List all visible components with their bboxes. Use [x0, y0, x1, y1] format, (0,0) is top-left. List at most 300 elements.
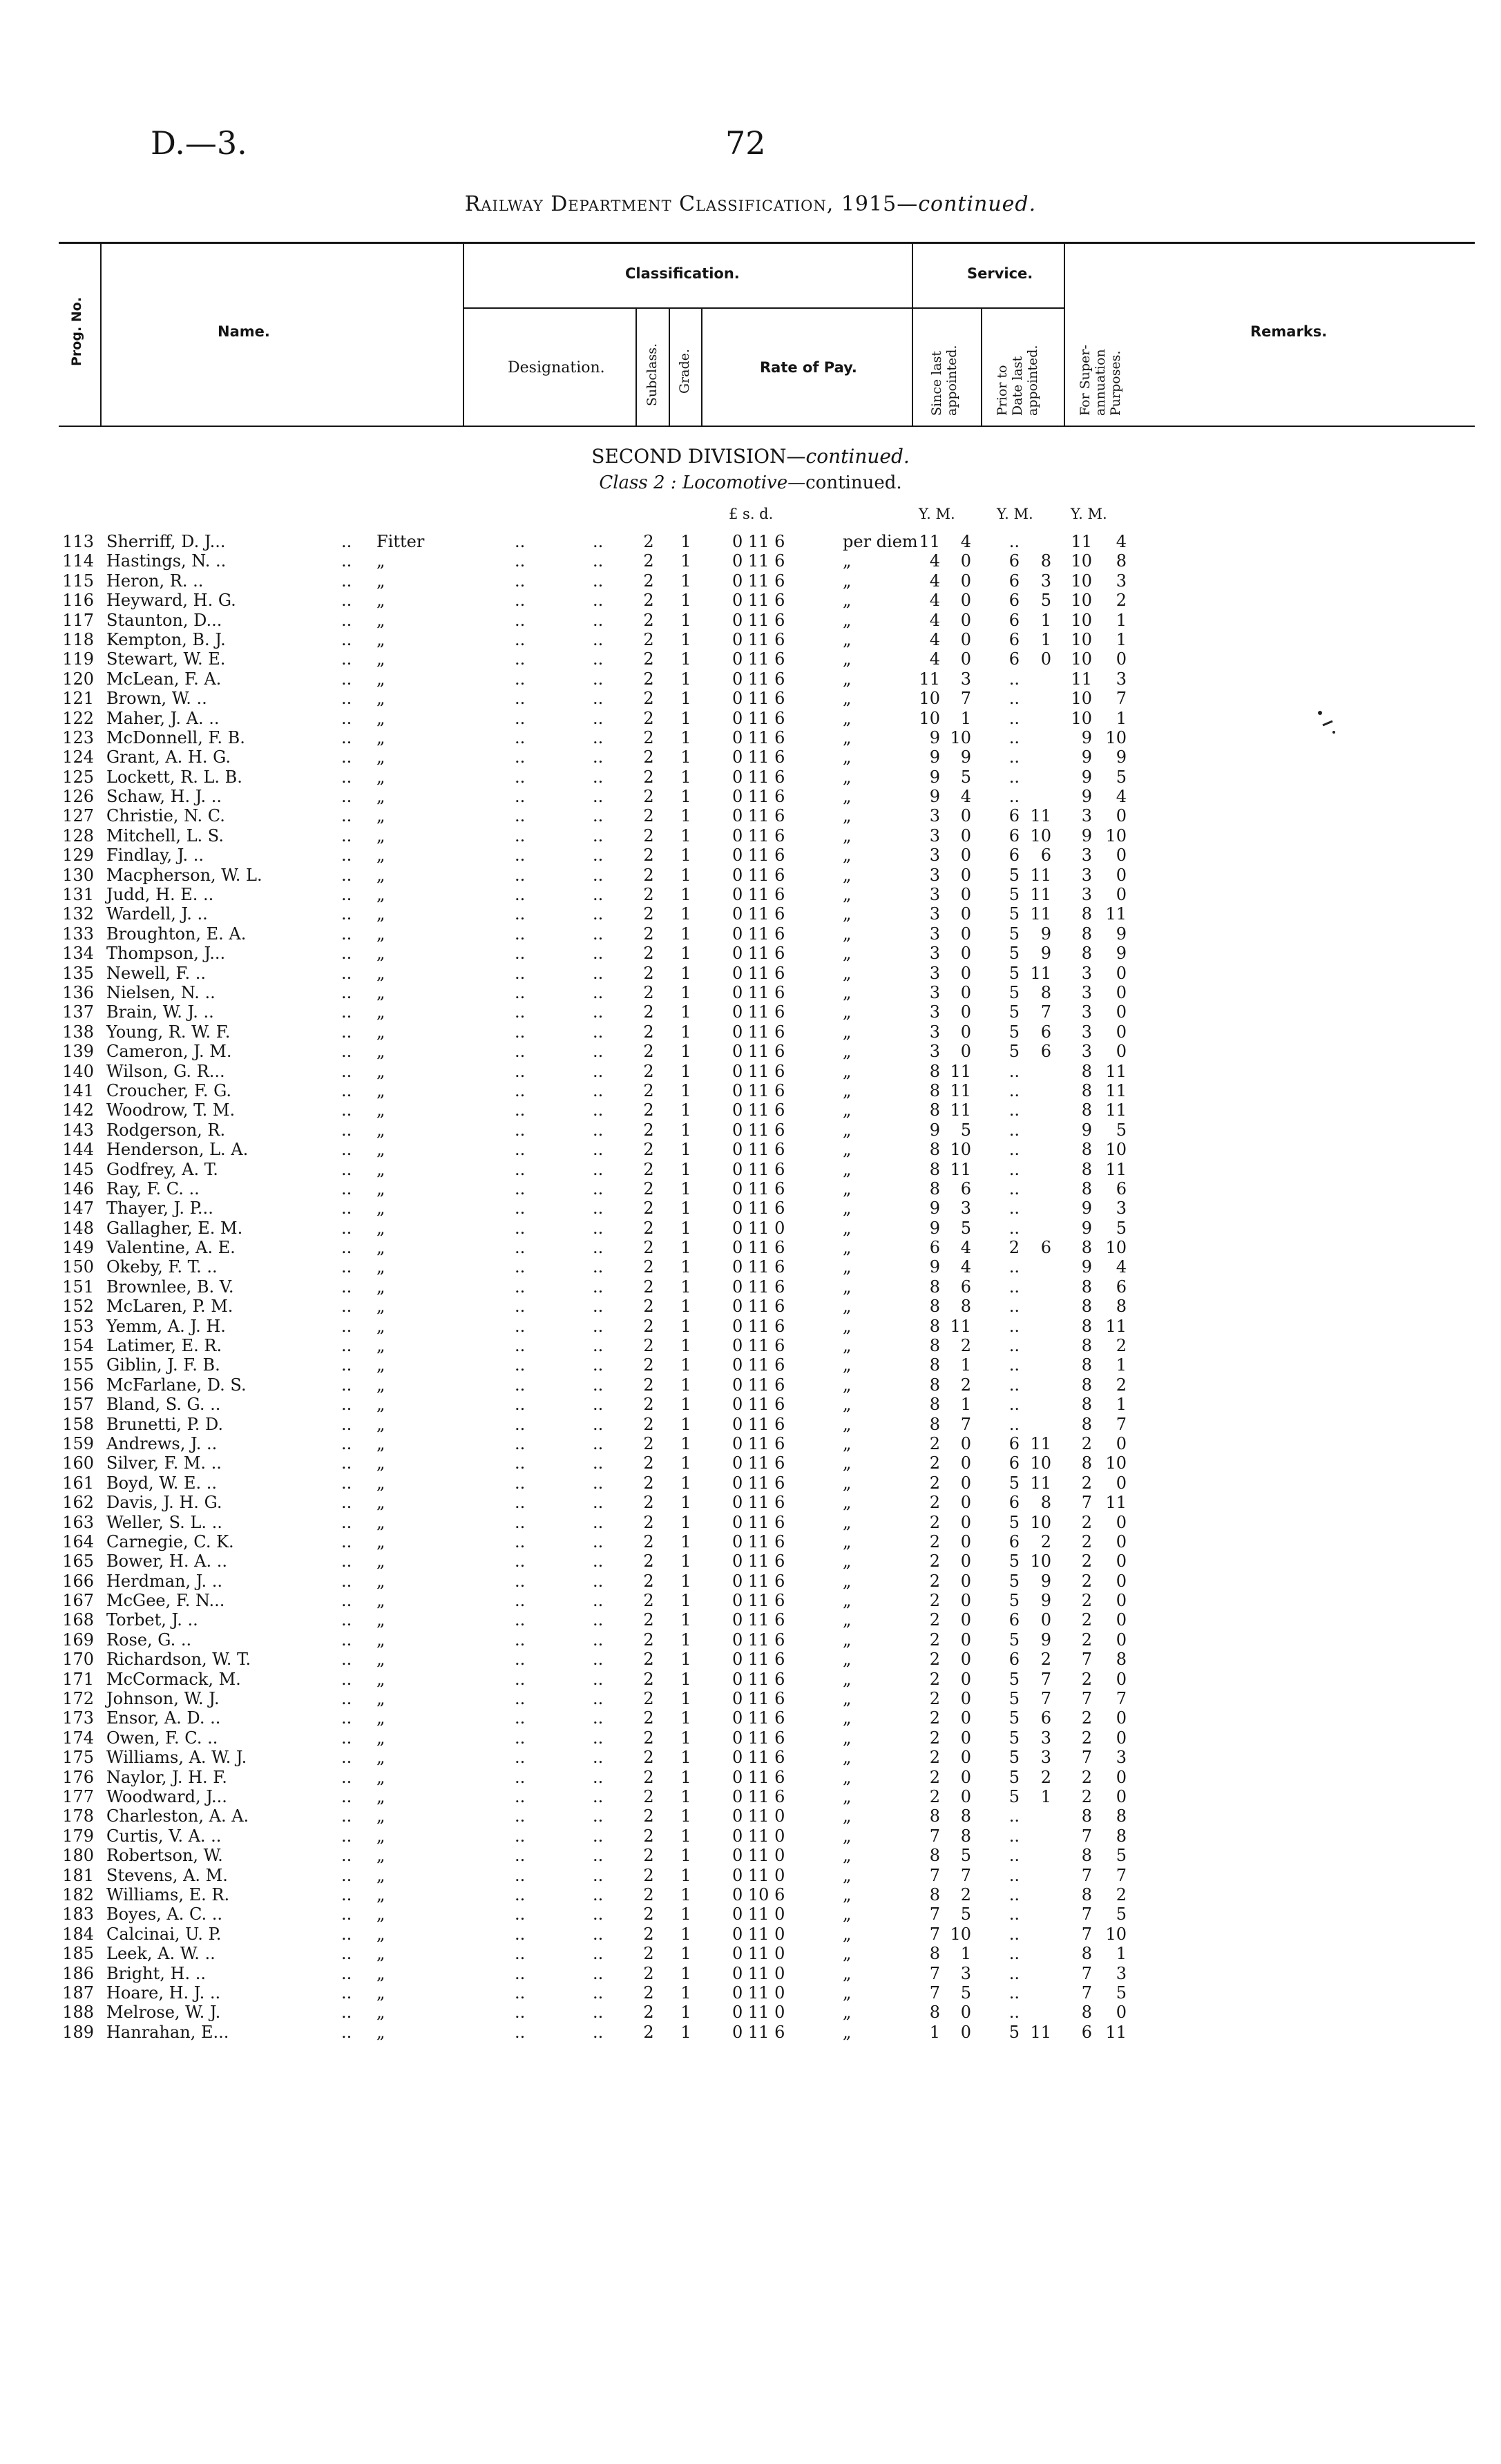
- since-months: 0: [960, 571, 971, 591]
- prior-months: 6: [1040, 846, 1051, 866]
- leader-dots: ..: [593, 1767, 604, 1787]
- header-subclass: Subclass.: [644, 343, 660, 406]
- prior-years: ..: [1008, 1924, 1020, 1944]
- leader-dots: ..: [593, 787, 604, 807]
- subclass: 2: [643, 1884, 654, 1904]
- leader-dots: ..: [341, 1571, 352, 1591]
- designation: „: [376, 1650, 385, 1670]
- employee-name: Okeby, F. T. ..: [106, 1257, 218, 1277]
- prior-years: 5: [1008, 1571, 1020, 1591]
- since-years: 8: [929, 1336, 940, 1356]
- pay-period: „: [843, 1512, 852, 1532]
- leader-dots: ..: [515, 1650, 526, 1670]
- subclass: 2: [643, 1944, 654, 1964]
- grade: 1: [680, 1963, 691, 1983]
- superannuation-months: 0: [1116, 1610, 1127, 1630]
- since-years: 8: [929, 1297, 940, 1317]
- rate-of-pay: 0 11 6: [732, 1493, 785, 1513]
- table-row: [0, 1336, 1501, 1355]
- pay-period: „: [843, 747, 852, 767]
- since-months: 11: [950, 1159, 971, 1179]
- prior-years: 2: [1008, 1238, 1020, 1258]
- prior-months: 1: [1040, 610, 1051, 630]
- superannuation-months: 0: [1116, 1728, 1127, 1748]
- superannuation-months: 11: [1105, 904, 1127, 924]
- prior-years: ..: [1008, 727, 1020, 747]
- leader-dots: ..: [593, 1100, 604, 1120]
- superannuation-years: 3: [1081, 1022, 1092, 1042]
- since-months: 11: [950, 1061, 971, 1081]
- since-years: 7: [929, 1924, 940, 1944]
- header-name: Name.: [218, 323, 270, 340]
- rate-of-pay: 0 11 6: [732, 1042, 785, 1062]
- grade: 1: [680, 1531, 691, 1551]
- leader-dots: ..: [593, 1297, 604, 1317]
- pay-period: „: [843, 1669, 852, 1689]
- subclass: 2: [643, 1512, 654, 1532]
- designation: „: [376, 1042, 385, 1062]
- prior-years: 5: [1008, 1767, 1020, 1787]
- leader-dots: ..: [593, 1865, 604, 1885]
- prior-years: ..: [1008, 787, 1020, 807]
- pay-period: „: [843, 1257, 852, 1277]
- leader-dots: ..: [515, 1395, 526, 1415]
- leader-dots: ..: [341, 1689, 352, 1709]
- rate-of-pay: 0 11 6: [732, 1080, 785, 1100]
- prior-months: 11: [1030, 1473, 1051, 1493]
- pay-period: „: [843, 1297, 852, 1317]
- leader-dots: ..: [515, 1806, 526, 1826]
- prior-years: 6: [1008, 1531, 1020, 1551]
- employee-name: Latimer, E. R.: [106, 1336, 222, 1356]
- pay-period: „: [843, 2022, 852, 2042]
- subclass: 2: [643, 2003, 654, 2023]
- since-years: 9: [929, 787, 940, 807]
- leader-dots: ..: [341, 1316, 352, 1336]
- designation: „: [376, 1100, 385, 1120]
- prog-no: 166: [62, 1571, 94, 1591]
- designation: „: [376, 1277, 385, 1297]
- prior-years: 5: [1008, 1002, 1020, 1022]
- since-years: 1: [929, 2022, 940, 2042]
- header-designation: Designation.: [508, 359, 605, 376]
- superannuation-months: 2: [1116, 1375, 1127, 1395]
- employee-name: Heron, R. ..: [106, 571, 204, 591]
- leader-dots: ..: [341, 1336, 352, 1356]
- since-years: 8: [929, 1277, 940, 1297]
- since-years: 2: [929, 1689, 940, 1709]
- title-continued: continued.: [918, 192, 1037, 216]
- employee-name: Wardell, J. ..: [106, 904, 208, 924]
- pay-period: „: [843, 885, 852, 905]
- subclass: 2: [643, 747, 654, 767]
- rate-of-pay: 0 11 0: [732, 1865, 785, 1885]
- designation: „: [376, 1531, 385, 1551]
- superannuation-months: 11: [1105, 2022, 1127, 2042]
- table-row: [0, 1787, 1501, 1806]
- employee-name: Henderson, L. A.: [106, 1140, 249, 1160]
- superannuation-years: 9: [1081, 1218, 1092, 1238]
- prog-no: 163: [62, 1512, 94, 1532]
- table-row: [0, 866, 1501, 885]
- designation: „: [376, 865, 385, 885]
- since-months: 8: [960, 1826, 971, 1846]
- rate-of-pay: 0 11 6: [732, 1297, 785, 1317]
- unit-superannuation: Y. M.: [1071, 506, 1107, 522]
- superannuation-months: 6: [1116, 1277, 1127, 1297]
- leader-dots: ..: [593, 532, 604, 551]
- since-months: 7: [960, 1414, 971, 1434]
- designation: „: [376, 2003, 385, 2023]
- employee-name: Weller, S. L. ..: [106, 1512, 222, 1532]
- leader-dots: ..: [593, 1748, 604, 1768]
- table-row: [0, 885, 1501, 904]
- superannuation-years: 2: [1081, 1591, 1092, 1611]
- leader-dots: ..: [593, 1846, 604, 1866]
- grade: 1: [680, 1493, 691, 1513]
- pay-period: „: [843, 1433, 852, 1453]
- leader-dots: ..: [341, 1924, 352, 1944]
- table-row: [0, 1768, 1501, 1787]
- rate-of-pay: 0 11 0: [732, 1218, 785, 1238]
- table-row: [0, 571, 1501, 591]
- prog-no: 150: [62, 1257, 94, 1277]
- leader-dots: ..: [341, 1610, 352, 1630]
- leader-dots: ..: [341, 1748, 352, 1768]
- since-months: 5: [960, 1983, 971, 2003]
- prior-years: 5: [1008, 1591, 1020, 1611]
- leader-dots: ..: [341, 1257, 352, 1277]
- prior-years: ..: [1008, 1395, 1020, 1415]
- leader-dots: ..: [341, 1473, 352, 1493]
- table-row: [0, 1257, 1501, 1277]
- prior-years: 5: [1008, 1512, 1020, 1532]
- subclass: 2: [643, 1140, 654, 1160]
- pay-period: „: [843, 1787, 852, 1806]
- since-months: 0: [960, 610, 971, 630]
- since-years: 2: [929, 1630, 940, 1650]
- designation: „: [376, 944, 385, 964]
- superannuation-years: 8: [1081, 1238, 1092, 1258]
- pay-period: „: [843, 1277, 852, 1297]
- prior-years: 6: [1008, 806, 1020, 826]
- since-years: 7: [929, 1963, 940, 1983]
- pay-period: „: [843, 865, 852, 885]
- grade: 1: [680, 1316, 691, 1336]
- leader-dots: ..: [515, 1433, 526, 1453]
- header-prior-line-1: Prior to: [995, 365, 1010, 416]
- pay-period: „: [843, 1473, 852, 1493]
- subclass: 2: [643, 708, 654, 728]
- pay-period: „: [843, 1963, 852, 1983]
- leader-dots: ..: [515, 649, 526, 669]
- employee-name: Davis, J. H. G.: [106, 1493, 222, 1513]
- leader-dots: ..: [341, 1983, 352, 2003]
- title-main: Railway Department Classification, 1915—: [464, 192, 919, 216]
- since-years: 3: [929, 904, 940, 924]
- table-row: [0, 551, 1501, 571]
- designation: „: [376, 610, 385, 630]
- superannuation-months: 4: [1116, 532, 1127, 551]
- designation: „: [376, 1630, 385, 1650]
- prior-years: ..: [1008, 708, 1020, 728]
- rate-of-pay: 0 11 0: [732, 1846, 785, 1866]
- table-row: [0, 1297, 1501, 1316]
- superannuation-years: 9: [1081, 747, 1092, 767]
- since-months: 4: [960, 1257, 971, 1277]
- rate-of-pay: 0 11 6: [732, 885, 785, 905]
- subclass: 2: [643, 551, 654, 571]
- superannuation-months: 0: [1116, 1551, 1127, 1572]
- rate-of-pay: 0 11 6: [732, 727, 785, 747]
- designation: „: [376, 1473, 385, 1493]
- designation: „: [376, 1159, 385, 1179]
- grade: 1: [680, 2003, 691, 2023]
- leader-dots: ..: [515, 610, 526, 630]
- prog-no: 131: [62, 885, 94, 905]
- leader-dots: ..: [515, 865, 526, 885]
- pay-period: „: [843, 924, 852, 944]
- subclass: 2: [643, 1571, 654, 1591]
- superannuation-years: 8: [1081, 1080, 1092, 1100]
- prior-years: ..: [1008, 1846, 1020, 1866]
- leader-dots: ..: [515, 629, 526, 649]
- divider: [635, 307, 637, 427]
- leader-dots: ..: [341, 904, 352, 924]
- since-months: 5: [960, 767, 971, 787]
- subclass: 2: [643, 1531, 654, 1551]
- designation: „: [376, 1708, 385, 1728]
- since-months: 0: [960, 1689, 971, 1709]
- subclass: 2: [643, 767, 654, 787]
- designation: „: [376, 1061, 385, 1081]
- superannuation-years: 11: [1071, 669, 1092, 689]
- table-row: [0, 1453, 1501, 1473]
- prog-no: 114: [62, 551, 94, 571]
- subclass: 2: [643, 1963, 654, 1983]
- pay-period: „: [843, 787, 852, 807]
- superannuation-months: 11: [1105, 1100, 1127, 1120]
- table-row: [0, 1473, 1501, 1493]
- prior-months: 5: [1040, 591, 1051, 611]
- subclass: 2: [643, 1120, 654, 1140]
- leader-dots: ..: [515, 1531, 526, 1551]
- grade: 1: [680, 1375, 691, 1395]
- leader-dots: ..: [515, 1884, 526, 1904]
- designation: „: [376, 591, 385, 611]
- leader-dots: ..: [341, 1355, 352, 1375]
- prior-years: 5: [1008, 1708, 1020, 1728]
- since-months: 7: [960, 1865, 971, 1885]
- leader-dots: ..: [515, 1453, 526, 1473]
- designation: „: [376, 1689, 385, 1709]
- employee-name: Nielsen, N. ..: [106, 982, 216, 1002]
- since-years: 8: [929, 1944, 940, 1964]
- leader-dots: ..: [593, 1610, 604, 1630]
- rate-of-pay: 0 11 6: [732, 1728, 785, 1748]
- leader-dots: ..: [515, 1904, 526, 1925]
- superannuation-months: 0: [1116, 1433, 1127, 1453]
- table-row: [0, 1866, 1501, 1885]
- pay-period: „: [843, 1080, 852, 1100]
- prior-years: 5: [1008, 1551, 1020, 1572]
- staff-list: [0, 532, 1501, 2042]
- subclass: 2: [643, 1159, 654, 1179]
- superannuation-months: 2: [1116, 591, 1127, 611]
- superannuation-months: 0: [1116, 1022, 1127, 1042]
- since-years: 3: [929, 846, 940, 866]
- leader-dots: ..: [515, 767, 526, 787]
- prior-years: ..: [1008, 1884, 1020, 1904]
- superannuation-years: 7: [1081, 1924, 1092, 1944]
- prior-years: 5: [1008, 1689, 1020, 1709]
- leader-dots: ..: [593, 1395, 604, 1415]
- rate-of-pay: 0 11 6: [732, 669, 785, 689]
- prior-years: ..: [1008, 1826, 1020, 1846]
- prior-months: 11: [1030, 904, 1051, 924]
- since-years: 2: [929, 1650, 940, 1670]
- divider: [669, 307, 670, 427]
- superannuation-years: 8: [1081, 1140, 1092, 1160]
- prog-no: 152: [62, 1297, 94, 1317]
- prior-years: ..: [1008, 1963, 1020, 1983]
- grade: 1: [680, 1355, 691, 1375]
- since-years: 9: [929, 727, 940, 747]
- superannuation-years: 9: [1081, 1198, 1092, 1219]
- employee-name: Cameron, J. M.: [106, 1042, 232, 1062]
- header-prior-line-2: Date last: [1010, 356, 1025, 416]
- since-months: 10: [950, 1924, 971, 1944]
- rate-of-pay: 0 11 6: [732, 1787, 785, 1806]
- leader-dots: ..: [515, 1022, 526, 1042]
- leader-dots: ..: [593, 551, 604, 571]
- prior-years: 5: [1008, 1630, 1020, 1650]
- subclass: 2: [643, 1728, 654, 1748]
- leader-dots: ..: [593, 1630, 604, 1650]
- grade: 1: [680, 1610, 691, 1630]
- superannuation-years: 10: [1071, 629, 1092, 649]
- designation: „: [376, 885, 385, 905]
- subclass: 2: [643, 1473, 654, 1493]
- prior-years: ..: [1008, 1120, 1020, 1140]
- since-years: 8: [929, 1100, 940, 1120]
- rate-of-pay: 0 11 6: [732, 1355, 785, 1375]
- since-years: 8: [929, 1140, 940, 1160]
- leader-dots: ..: [515, 1042, 526, 1062]
- superannuation-years: 3: [1081, 1002, 1092, 1022]
- rate-of-pay: 0 11 6: [732, 1238, 785, 1258]
- prior-months: 0: [1040, 649, 1051, 669]
- class-label: Class 2 : Locomotive: [599, 472, 788, 493]
- designation: „: [376, 806, 385, 826]
- superannuation-months: 1: [1116, 708, 1127, 728]
- prior-years: 6: [1008, 1433, 1020, 1453]
- superannuation-years: 2: [1081, 1531, 1092, 1551]
- subclass: 2: [643, 1218, 654, 1238]
- leader-dots: ..: [593, 1061, 604, 1081]
- superannuation-years: 8: [1081, 1061, 1092, 1081]
- grade: 1: [680, 1571, 691, 1591]
- subclass: 2: [643, 2022, 654, 2042]
- designation: „: [376, 1297, 385, 1317]
- rate-of-pay: 0 11 6: [732, 1473, 785, 1493]
- pay-period: „: [843, 1002, 852, 1022]
- prior-years: 6: [1008, 591, 1020, 611]
- grade: 1: [680, 1238, 691, 1258]
- prior-years: 5: [1008, 963, 1020, 983]
- leader-dots: ..: [341, 727, 352, 747]
- designation: „: [376, 1433, 385, 1453]
- grade: 1: [680, 1826, 691, 1846]
- table-row: [0, 1219, 1501, 1238]
- prior-months: 11: [1030, 865, 1051, 885]
- leader-dots: ..: [593, 1669, 604, 1689]
- superannuation-months: 10: [1105, 1924, 1127, 1944]
- superannuation-years: 8: [1081, 1806, 1092, 1826]
- since-years: 4: [929, 591, 940, 611]
- grade: 1: [680, 1865, 691, 1885]
- since-months: 10: [950, 1140, 971, 1160]
- leader-dots: ..: [341, 629, 352, 649]
- table-row: [0, 709, 1501, 728]
- leader-dots: ..: [341, 767, 352, 787]
- prior-years: 6: [1008, 649, 1020, 669]
- superannuation-months: 3: [1116, 1963, 1127, 1983]
- leader-dots: ..: [593, 767, 604, 787]
- prog-no: 165: [62, 1551, 94, 1572]
- pay-period: „: [843, 1198, 852, 1219]
- pay-period: „: [843, 963, 852, 983]
- subclass: 2: [643, 1826, 654, 1846]
- leader-dots: ..: [593, 1708, 604, 1728]
- leader-dots: ..: [341, 1042, 352, 1062]
- prior-months: 9: [1040, 1591, 1051, 1611]
- employee-name: Woodrow, T. M.: [106, 1100, 236, 1120]
- superannuation-months: 0: [1116, 1787, 1127, 1806]
- grade: 1: [680, 629, 691, 649]
- prior-months: 7: [1040, 1669, 1051, 1689]
- grade: 1: [680, 1748, 691, 1768]
- leader-dots: ..: [593, 1022, 604, 1042]
- subclass: 2: [643, 982, 654, 1002]
- prior-years: 5: [1008, 865, 1020, 885]
- table-row: [0, 1728, 1501, 1748]
- superannuation-months: 11: [1105, 1061, 1127, 1081]
- prior-years: ..: [1008, 1140, 1020, 1160]
- since-months: 0: [960, 806, 971, 826]
- grade: 1: [680, 747, 691, 767]
- superannuation-months: 1: [1116, 629, 1127, 649]
- grade: 1: [680, 865, 691, 885]
- employee-name: Gallagher, E. M.: [106, 1218, 243, 1238]
- employee-name: Ray, F. C. ..: [106, 1178, 200, 1198]
- superannuation-months: 7: [1116, 1689, 1127, 1709]
- leader-dots: ..: [515, 1002, 526, 1022]
- since-years: 8: [929, 1375, 940, 1395]
- rate-of-pay: 0 11 6: [732, 963, 785, 983]
- prog-no: 174: [62, 1728, 94, 1748]
- employee-name: Stevens, A. M.: [106, 1865, 228, 1885]
- leader-dots: ..: [593, 944, 604, 964]
- prior-months: 9: [1040, 1571, 1051, 1591]
- leader-dots: ..: [341, 551, 352, 571]
- grade: 1: [680, 1904, 691, 1925]
- grade: 1: [680, 1669, 691, 1689]
- since-years: 8: [929, 1414, 940, 1434]
- subclass: 2: [643, 1198, 654, 1219]
- designation: „: [376, 1884, 385, 1904]
- pay-period: „: [843, 1159, 852, 1179]
